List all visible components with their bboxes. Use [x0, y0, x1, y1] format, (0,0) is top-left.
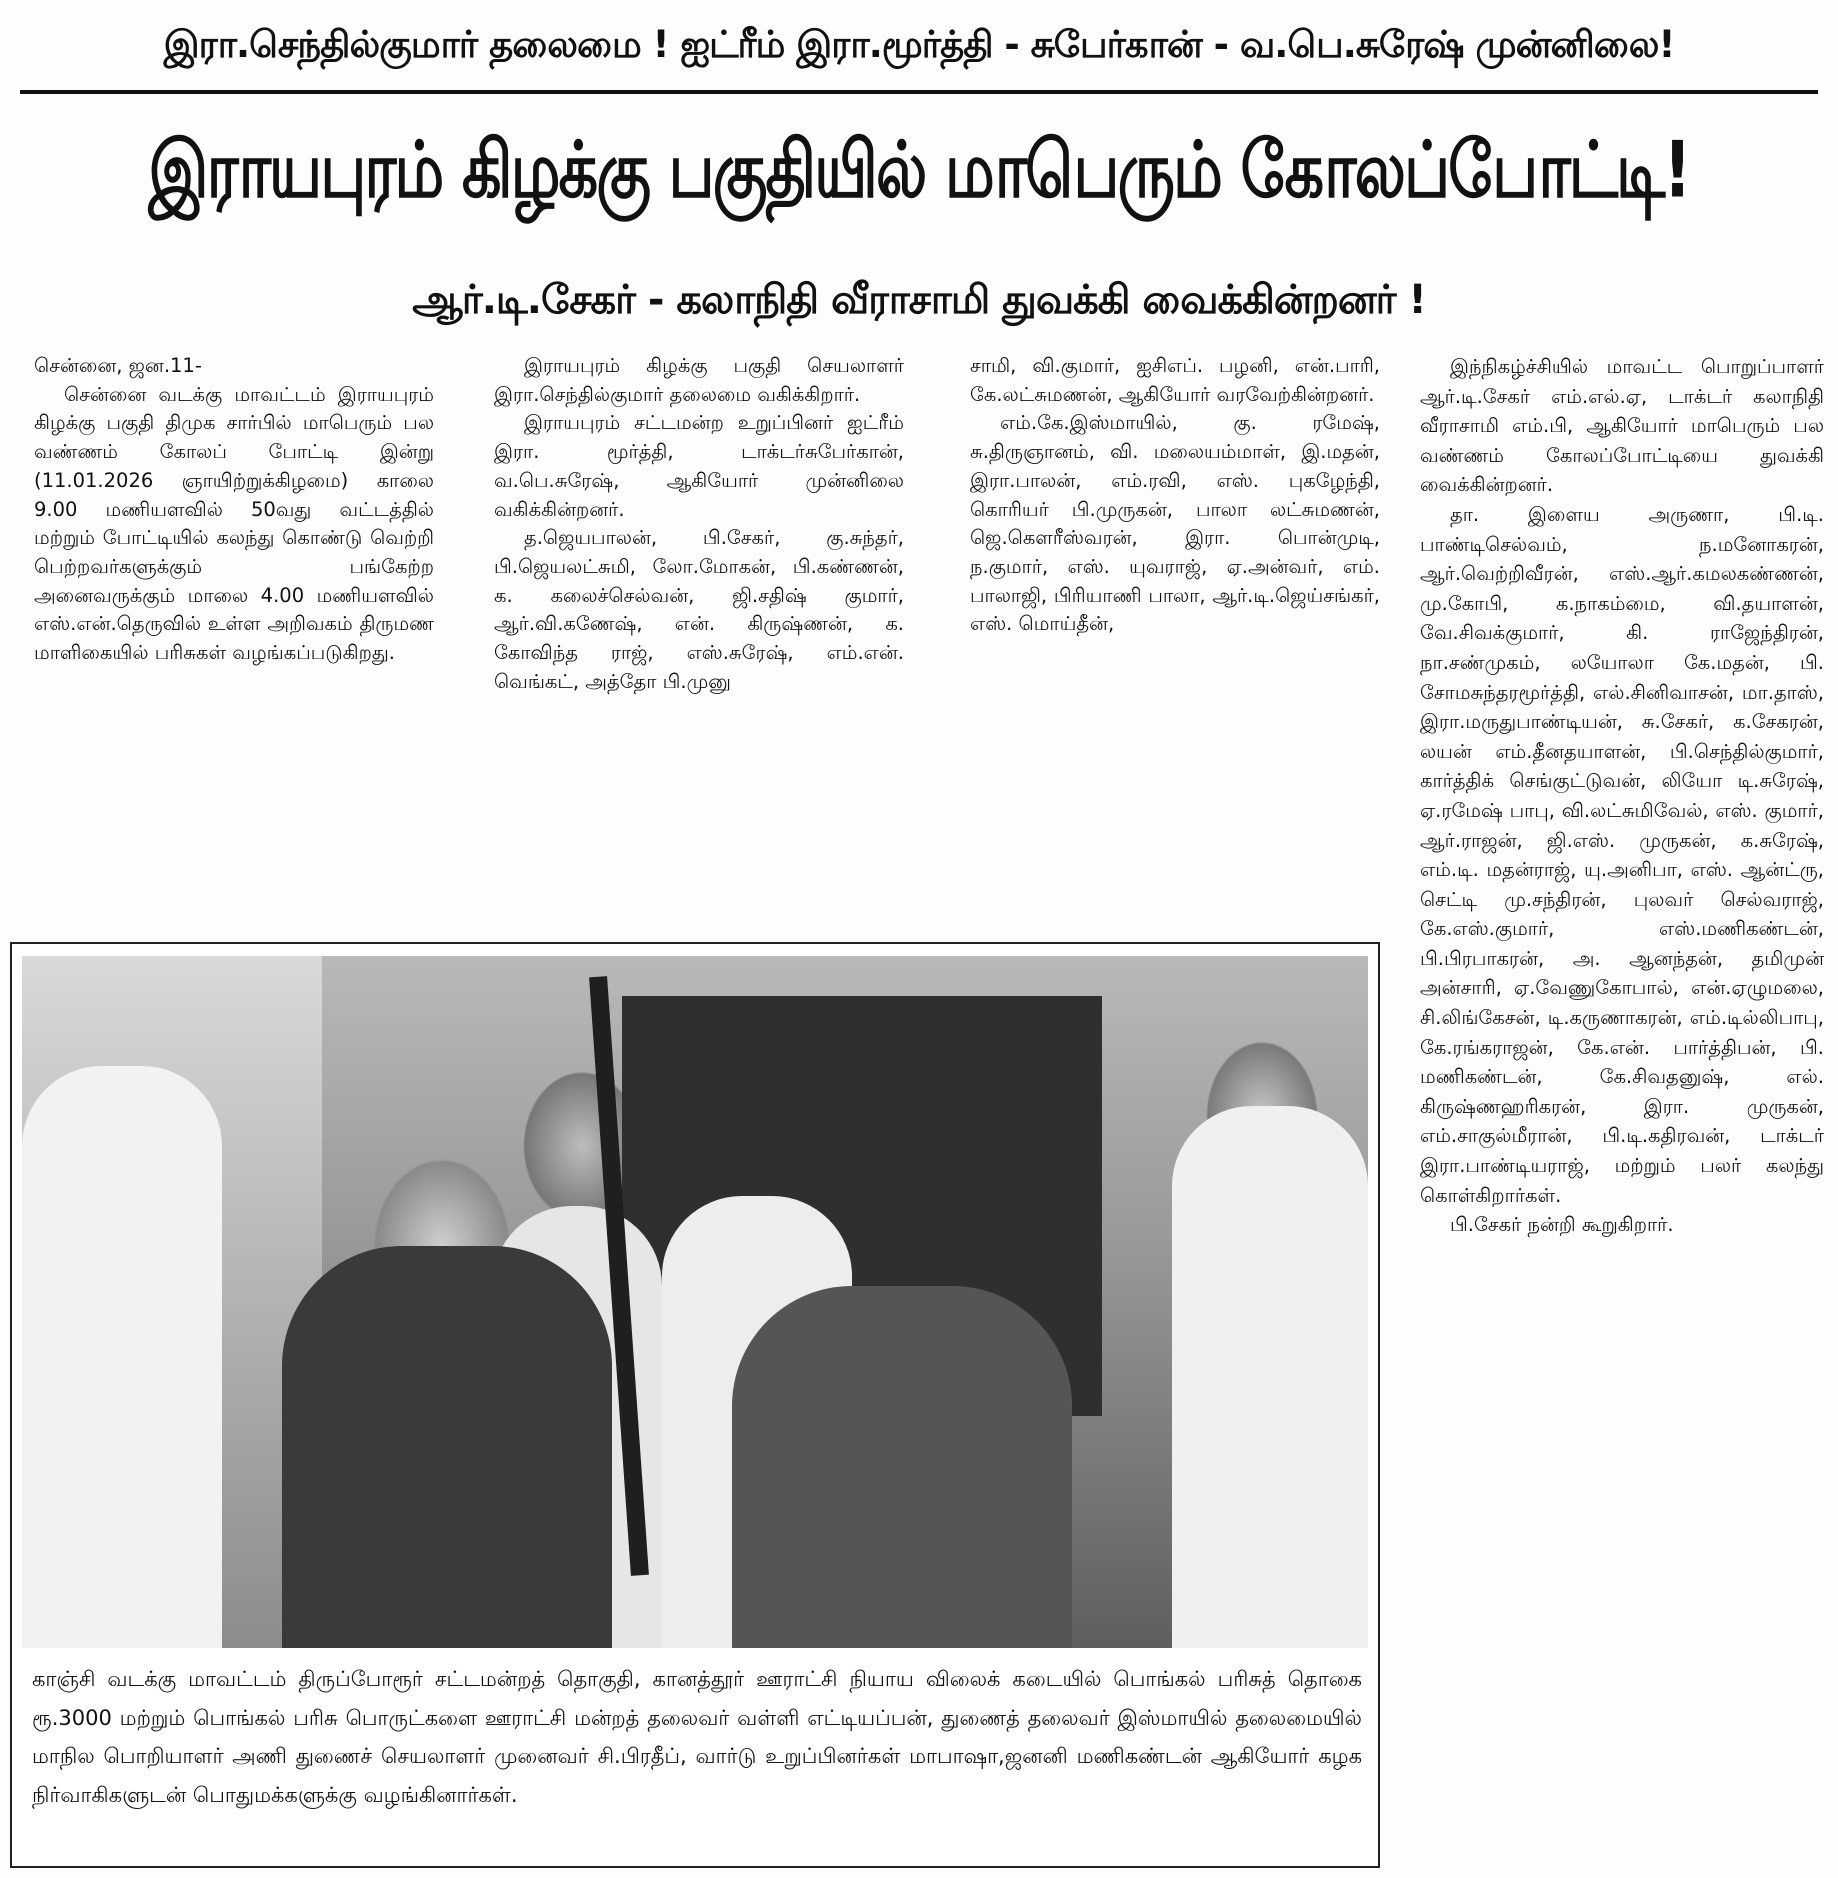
dateline: சென்னை, ஜன.11- [34, 354, 202, 377]
kicker-headline: இரா.செந்தில்குமார் தலைமை ! ஐட்ரீம் இரா.மூர்த்தி - சுபேர்கான் - வ.பெ.சுரேஷ் முன்னிலை! [20, 4, 1818, 94]
article-column-3 [970, 352, 1380, 639]
article-closing-line: பி.சேகர் நன்றி கூறுகிறார். [1450, 1213, 1674, 1237]
article-column-4 [1420, 352, 1824, 1240]
sub-headline: ஆர்.டி.சேகர் - கலாநிதி வீராசாமி துவக்கி வைக்கின்றனர் ! [412, 276, 1426, 323]
article-paragraph: இராயபுரம் கிழக்கு பகுதி செயலாளர் இரா.செந்தில்குமார் தலைமை வகிக்கிறார். [494, 354, 904, 406]
article-column-2 [494, 352, 904, 696]
photo-person [1172, 1106, 1368, 1648]
article-paragraph: சாமி, வி.குமார், ஐசிஎப். பழனி, என்.பாரி, கே.லட்சுமணன், ஆகியோர் வரவேற்கின்றனர். [970, 354, 1380, 406]
main-headline: இராயபுரம் கிழக்கு பகுதியில் மாபெரும் கோலப்போட்டி! [148, 123, 1690, 215]
article-paragraph: த.ஜெயபாலன், பி.சேகர், கு.சுந்தர், பி.ஜெயலட்சுமி, லோ.மோகன், பி.கண்ணன், க. கலைச்செல்வன், ஜி.சதிஷ் குமார், ஆர்.வி.கணேஷ், என். கிருஷ்ணன், க. கோவிந்த ராஜ், எஸ்.சுரேஷ், எம்.என். வெங்கட், அத்தோ பி.முனு [494, 526, 904, 693]
photo-box [10, 942, 1380, 1868]
photo-person [732, 1286, 1072, 1648]
article-paragraph: தா. இளைய அருணா, பி.டி. பாண்டிசெல்வம், ந.மனோகரன், ஆர்.வெற்றிவீரன், எஸ்.ஆர்.கமலகண்ணன், மு.கோபி, க.நாகம்மை, வி.தயாளன், வே.சிவக்குமார், கி. ராஜேந்திரன், நா.சண்முகம், லயோலா கே.மதன், பி. சோமசுந்தரமூர்த்தி, எல்.சினிவாசன், மா.தாஸ், இரா.மருதுபாண்டியன், சு.சேகர், க.சேகரன், லயன் எம்.தீனதயாளன், பி.செந்தில்குமார், கார்த்திக் செங்குட்டுவன், லியோ டி.சுரேஷ், ஏ.ரமேஷ் பாபு, வி.லட்சுமிவேல், எஸ். குமார், ஆர்.ராஜன், ஜி.எஸ். முருகன், க.சுரேஷ், எம்.டி. மதன்ராஜ், யு.அனிபா, எஸ். ஆன்ட்ரு, செட்டி மு.சந்திரன், புலவர் செல்வராஜ், கே.எஸ்.குமார், எஸ்.மணிகண்டன், பி.பிரபாகரன், அ. ஆனந்தன், தமிமுன் அன்சாரி, ஏ.வேணுகோபால், என்.ஏழுமலை, சி.லிங்கேசன், டி.கருணாகரன், எம்.டில்லிபாபு, கே.ரங்கராஜன், கே.என். பார்த்திபன், பி. மணிகண்டன், கே.சிவதனுஷ், எல். கிருஷ்ணஹரிகரன், இரா. முருகன், எம்.சாகுல்மீரான், பி.டி.கதிரவன், டாக்டர் இரா.பாண்டியராஜ், மற்றும் பலர் கலந்து கொள்கிறார்கள். [1420, 502, 1824, 1207]
article-column-1 [34, 352, 434, 668]
article-paragraph: இந்நிகழ்ச்சியில் மாவட்ட பொறுப்பாளர் ஆர்.டி.சேகர் எம்.எல்.ஏ, டாக்டர் கலாநிதி வீராசாமி எம்.பி, ஆகியோர் மாபெரும் பல வண்ணம் கோலப்போட்டியை துவக்கி வைக்கின்றனர். [1420, 355, 1824, 497]
photo-person [22, 1066, 222, 1648]
photo-caption [32, 1660, 1362, 1814]
article-paragraph: எம்.கே.இஸ்மாயில், கு. ரமேஷ், சு.திருஞானம், வி. மலையம்மாள், இ.மதன், இரா.பாலன், எம்.ரவி, எஸ். புகழேந்தி, கொரியர் பி.முருகன், பாலா லட்சுமணன், ஜெ.கௌரீஸ்வரன், இரா. பொன்முடி, ந.குமார், எஸ். யுவராஜ், ஏ.அன்வர், எம். பாலாஜி, பிரியாணி பாலா, ஆர்.டி.ஜெய்சங்கர், எஸ். மொய்தீன், [970, 411, 1380, 636]
article-paragraph: சென்னை வடக்கு மாவட்டம் இராயபுரம் கிழக்கு பகுதி திமுக சார்பில் மாபெரும் பல வண்ணம் கோலப் போட்டி இன்று (11.01.2026 ஞாயிற்றுக்கிழமை) காலை 9.00 மணியளவில் 50வது வட்டத்தில் மற்றும் போட்டியில் கலந்து கொண்டு வெற்றி பெற்றவர்களுக்கும் பங்கேற்ற அனைவருக்கும் மாலை 4.00 மணியளவில் எஸ்.என்.தெருவில் உள்ள அறிவகம் திருமண மாளிகையில் பரிசுகள் வழங்கப்படுகிறது. [34, 382, 434, 665]
news-photo [22, 956, 1368, 1648]
article-paragraph: இராயபுரம் சட்டமன்ற உறுப்பினர் ஐட்ரீம் இரா. மூர்த்தி, டாக்டர்சுபேர்கான், வ.பெ.சுரேஷ், ஆகியோர் முன்னிலை வகிக்கின்றனர். [494, 411, 904, 521]
photo-person [282, 1246, 612, 1648]
photo-caption-text: காஞ்சி வடக்கு மாவட்டம் திருப்போரூர் சட்டமன்றத் தொகுதி, கானத்தூர் ஊராட்சி நியாய விலைக் கடையில் பொங்கல் பரிசுத் தொகை ரூ.3000 மற்றும் பொங்கல் பரிசு பொருட்களை ஊராட்சி மன்றத் தலைவர் வள்ளி எட்டியப்பன், துணைத் தலைவர் இஸ்மாயில் தலைமையில் மாநில பொறியாளர் அணி துணைச் செயலாளர் முனைவர் சி.பிரதீப், வார்டு உறுப்பினர்கள் மாபாஷா,ஜனனி மணிகண்டன் ஆகியோர் கழக நிர்வாகிகளுடன் பொதுமக்களுக்கு வழங்கினார்கள். [32, 1667, 1362, 1807]
